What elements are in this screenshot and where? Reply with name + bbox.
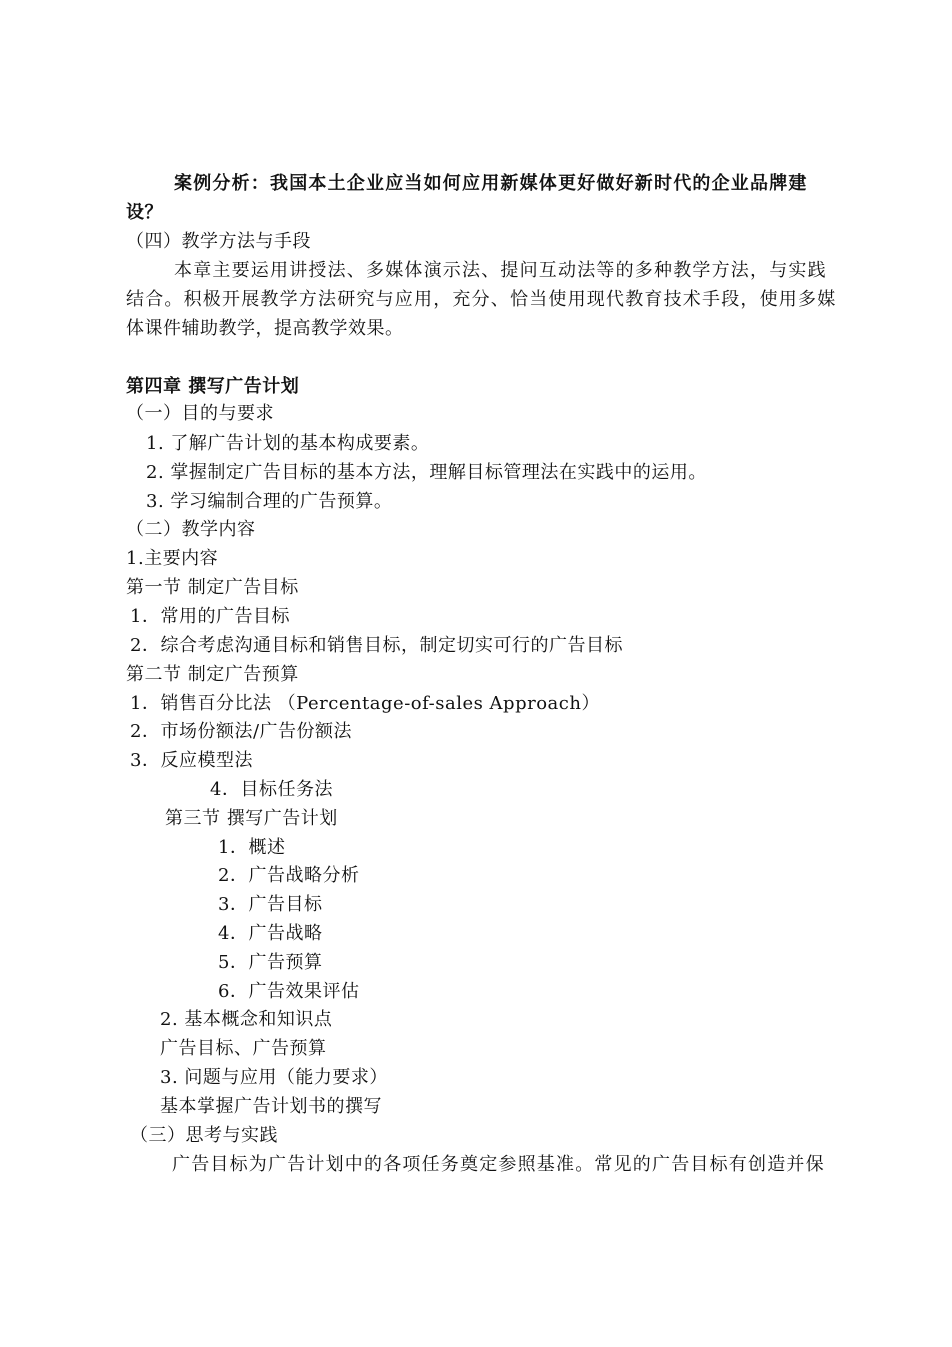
section-two-item: 1．销售百分比法 （Percentage-of-sales Approach）: [130, 693, 600, 714]
chapter-title: 第四章 撰写广告计划: [126, 376, 300, 397]
section-four-paragraph-line: 结合。积极开展教学方法研究与应用，充分、恰当使用现代教育技术手段，使用多媒: [126, 289, 837, 310]
section-three-item: 2．广告战略分析: [218, 865, 360, 886]
goal-item: 2. 掌握制定广告目标的基本方法，理解目标管理法在实践中的运用。: [146, 462, 707, 483]
concepts-text: 广告目标、广告预算: [160, 1038, 327, 1059]
section-four-heading: （四）教学方法与手段: [126, 231, 311, 252]
goal-item: 1. 了解广告计划的基本构成要素。: [146, 433, 430, 454]
section-three-item: 1．概述: [218, 837, 286, 858]
content-heading: （二）教学内容: [126, 519, 256, 540]
section-two-item: 4．目标任务法: [210, 779, 333, 800]
section-one-item: 2．综合考虑沟通目标和销售目标，制定切实可行的广告目标: [130, 635, 623, 656]
concepts-label: 2. 基本概念和知识点: [160, 1009, 333, 1030]
section-three-item: 6．广告效果评估: [218, 981, 360, 1002]
practice-heading: （三）思考与实践: [130, 1125, 278, 1146]
main-content-label: 1.主要内容: [126, 548, 219, 569]
section-two-item: 3．反应模型法: [130, 750, 253, 771]
section-three-title: 第三节 撰写广告计划: [165, 808, 338, 829]
section-one-title: 第一节 制定广告目标: [126, 577, 299, 598]
case-analysis-title-continued: 设？: [126, 202, 163, 223]
practice-paragraph-line: 广告目标为广告计划中的各项任务奠定参照基准。常见的广告目标有创造并保: [172, 1154, 825, 1175]
section-three-item: 3．广告目标: [218, 894, 323, 915]
section-four-paragraph-line: 体课件辅助教学，提高教学效果。: [126, 318, 404, 339]
section-two-item: 2．市场份额法/广告份额法: [130, 721, 353, 742]
section-three-item: 4．广告战略: [218, 923, 323, 944]
case-analysis-title: 案例分析：我国本土企业应当如何应用新媒体更好做好新时代的企业品牌建: [174, 173, 808, 194]
section-four-paragraph-line: 本章主要运用讲授法、多媒体演示法、提问互动法等的多种教学方法，与实践: [174, 260, 827, 281]
goal-item: 3. 学习编制合理的广告预算。: [146, 491, 393, 512]
application-label: 3. 问题与应用（能力要求）: [160, 1067, 388, 1088]
section-one-item: 1．常用的广告目标: [130, 606, 290, 627]
application-text: 基本掌握广告计划书的撰写: [160, 1096, 382, 1117]
section-two-title: 第二节 制定广告预算: [126, 664, 299, 685]
goals-heading: （一）目的与要求: [126, 403, 274, 424]
section-three-item: 5．广告预算: [218, 952, 323, 973]
